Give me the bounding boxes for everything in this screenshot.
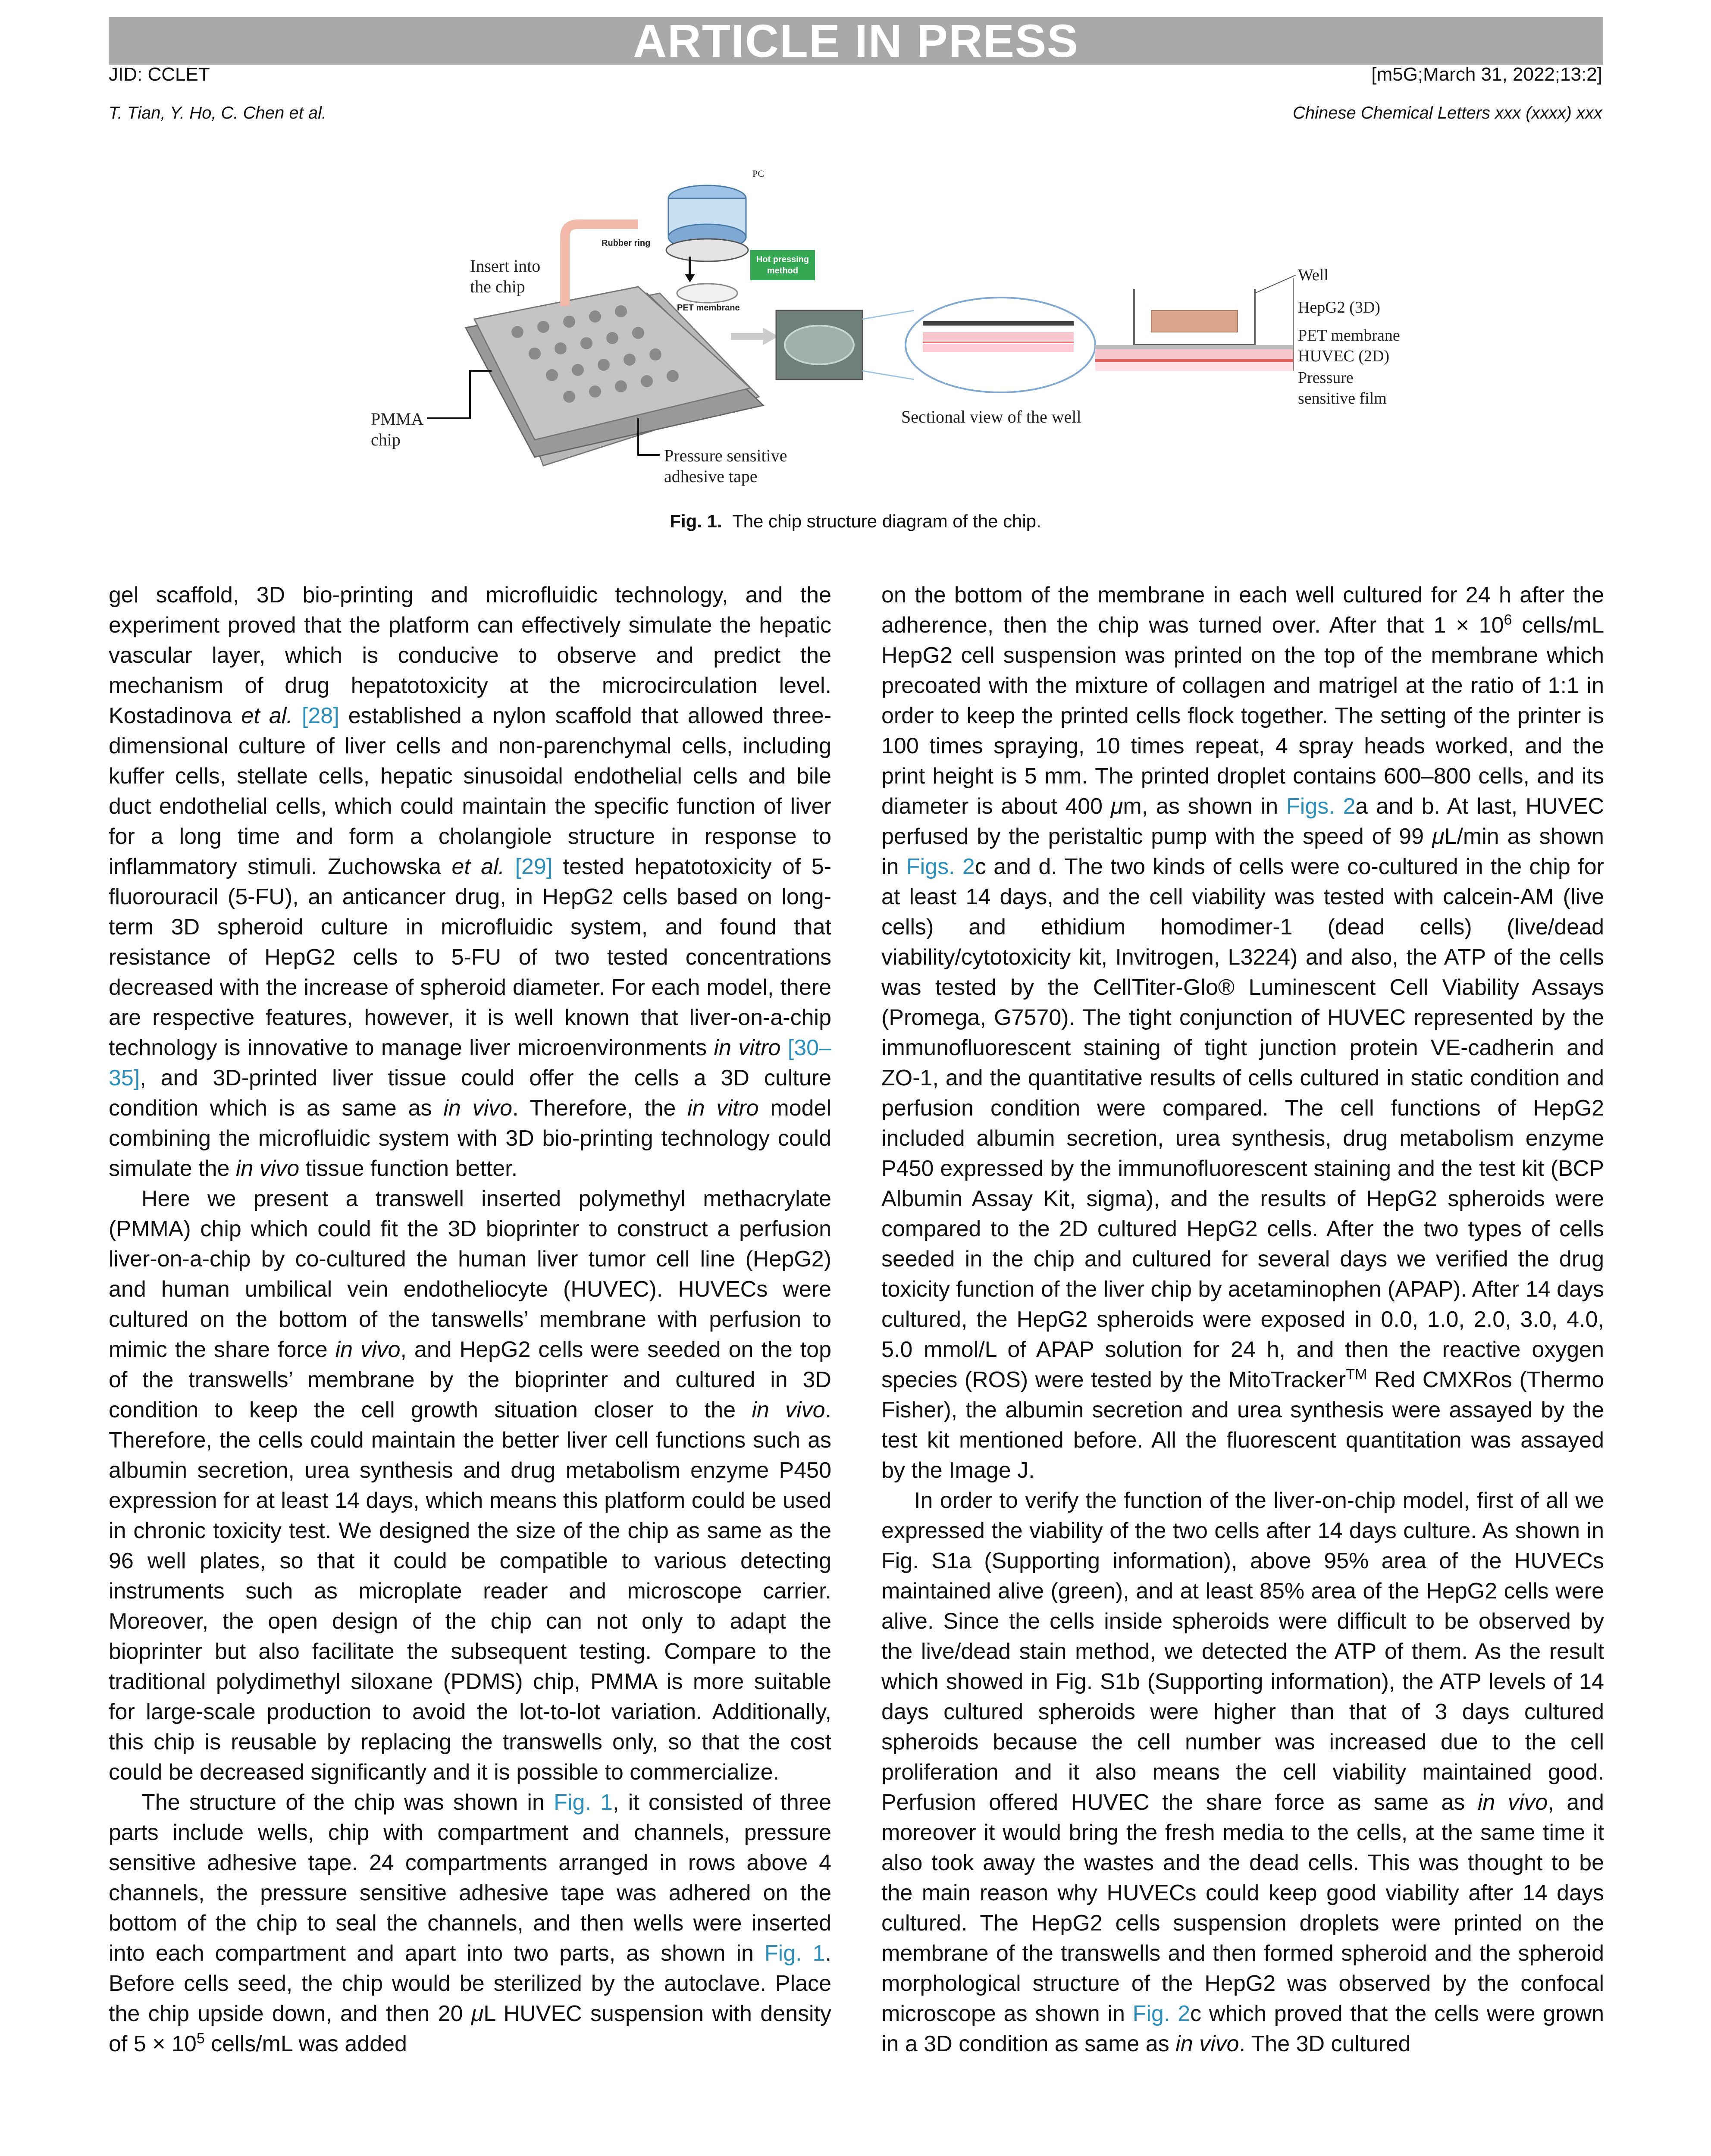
hot-pressing-label-1: Hot pressing [756, 255, 809, 264]
paragraph: gel scaffold, 3D bio-printing and microfluidic technology, and the experiment proved that the platform can effectively simulate the hepatic vascular layer, which is conducive to observe and predict the mechanism of drug hepatotoxicity at the microcirculation level. Kostadinova et al. [28] established a nylon scaffold that allowed three-dimensional culture of liver cells and non-parenchymal cells, including kuffer cells, stellate cells, hepatic sinusoidal endothelial cells and bile duct endothelial cells, which could maintain the specific function of liver for a long time and form a cholangiole structure in response to inflammatory stimuli. Zuchowska et al. [29] tested hepatotoxicity of 5-fluorouracil (5-FU), an anticancer drug, in HepG2 cells based on long-term 3D spheroid culture in microfluidic system, and found that resistance of HepG2 cells to 5-FU of two tested concentrations decreased with the increase of spheroid diameter. For each model, there are respective features, however, it is well known that liver-on-a-chip technology is innovative to manage liver microenvironments in vitro [30–35], and 3D-printed liver tissue could offer the cells a 3D culture condition which is as same as in vivo. Therefore, the in vitro model combining the microfluidic system with 3D bio-printing technology could simulate the in vivo tissue function better. [109, 583, 832, 1181]
pet-membrane-label: PET membrane [677, 303, 740, 313]
figure-link[interactable]: Figs. 2 [1286, 794, 1356, 819]
running-authors: T. Tian, Y. Ho, C. Chen et al. [109, 103, 327, 122]
pet-membrane-disc [677, 284, 737, 303]
pressure-film-layer [1095, 362, 1294, 371]
figure-caption-label: Fig. 1. [670, 511, 722, 531]
tape-label-1: Pressure sensitive [664, 446, 787, 465]
paragraph: The structure of the chip was shown in Fig. 1, it consisted of three parts include wells, chip with compartment and channels, pressure sensitive adhesive tape. 24 compartments arranged in rows above 4 channels, the pressure sensitive adhesive tape was adhered on the bottom of the chip to seal the channels, and then wells were inserted into each compartment and apart into two parts, as shown in Fig. 1. Before cells seed, the chip would be sterilized by the autoclave. Place the chip upside down, and then 20 μL HUVEC suspension with density of $5 \times 10^5$ cells/mL was added [109, 1790, 832, 2056]
pet-label: PET membrane [1298, 326, 1400, 345]
journal-id: JID: CCLET [109, 64, 210, 85]
film-label-2: sensitive film [1298, 389, 1387, 407]
article-in-press-banner: ARTICLE IN PRESS [109, 17, 1603, 65]
figure-link[interactable]: Fig. 2 [1132, 2001, 1191, 2026]
body-column-right [881, 580, 1604, 2059]
huvec-layer [1095, 349, 1294, 359]
pc-label: PC [752, 168, 764, 179]
tape-label-2: adhesive tape [664, 467, 758, 486]
huvec-label: HUVEC (2D) [1298, 347, 1390, 365]
citation-link[interactable]: [30–35] [109, 1035, 831, 1091]
chip-structure-diagram [362, 164, 1400, 500]
figure-link[interactable]: Fig. 1 [554, 1790, 613, 1815]
pmma-label-2: chip [371, 430, 401, 449]
running-journal: Chinese Chemical Letters xxx (xxxx) xxx [1293, 103, 1602, 122]
paragraph: Here we present a transwell inserted polymethyl methacrylate (PMMA) chip which could fit the 3D bioprinter to construct a perfusion liver-on-a-chip by co-cultured the human liver tumor cell line (HepG2) and human umbilical vein endotheliocyte (HUVEC). HUVECs were cultured on the bottom of the tanswells’ membrane with perfusion to mimic the share force in vivo, and HepG2 cells were seeded on the top of the transwells’ membrane by the bioprinter and cultured in 3D condition to keep the cell growth situation closer to the in vivo. Therefore, the cells could maintain the better liver cell functions such as albumin secretion, urea synthesis and drug metabolism enzyme P450 expression for at least 14 days, which means this platform could be used in chronic toxicity test. We designed the size of the chip as same as the 96 well plates, so that it could be compatible to various detecting instruments such as microplate reader and microscope carrier. Moreover, the open design of the chip can not only to adapt the bioprinter but also facilitate the subsequent testing. Compare to the traditional polydimethyl siloxane (PDMS) chip, PMMA is more suitable for large-scale production to avoid the lot-to-lot variation. Additionally, this chip is reusable by replacing the transwells only, so that the cost could be decreased significantly and it is possible to commercialize. [109, 1186, 831, 1785]
rubber-ring-label: Rubber ring [602, 238, 651, 248]
hepg2-label: HepG2 (3D) [1298, 298, 1381, 317]
citation-link[interactable]: [28] [301, 703, 339, 728]
paragraph: on the bottom of the membrane in each well cultured for 24 h after the adherence, then the chip was turned over. After that $1 \times 10^6$ cells/mL HepG2 cell suspension was printed on the top of the membrane which precoated with the mixture of collagen and matrigel at the ratio of 1:1 in order to keep the printed cells flock together. The setting of the printer is 100 times spraying, 10 times repeat, 4 spray heads worked, and the print height is 5 mm. The printed droplet contains 600–800 cells, and its diameter is about 400 μm, as shown in Figs. 2a and b. At last, HUVEC perfused by the peristaltic pump with the speed of 99 μL/min as shown in Figs. 2c and d. The two kinds of cells were co-cultured in the chip for at least 14 days, and the cell viability was tested with calcein-AM (live cells) and ethidium homodimer-1 (dead cells) (live/dead viability/cytotoxicity kit, Invitrogen, L3224) and also, the ATP of the cells was tested by the CellTiter-Glo® Luminescent Cell Viability Assays (Promega, G7570). The tight conjunction of HUVEC represented by the immunofluorescent staining of tight junction protein VE-cadherin and ZO-1, and the quantitative results of cells cultured in static condition and perfusion condition were compared. The cell functions of HepG2 included albumin secretion, urea synthesis, drug metabolism enzyme P450 expressed by the immunofluorescent staining and the test kit (BCP Albumin Assay Kit, sigma), and the results of HepG2 spheroids were compared to the 2D cultured HepG2 cells. After the two types of cells seeded in the chip and cultured for several days we verified the drug toxicity function of the liver chip by acetaminophen (APAP). After 14 days cultured, the HepG2 spheroids were exposed in 0.0, 1.0, 2.0, 3.0, 4.0, 5.0 mmol/L of APAP solution for 24 h, and then the reactive oxygen species (ROS) were tested by the MitoTracker™ Red CMXRos (Thermo Fisher), the albumin secretion and urea synthesis were assayed by the test kit mentioned before. All the fluorescent quantitation was assayed by the Image J. [881, 583, 1604, 1483]
citation-link[interactable]: [29] [515, 854, 553, 879]
hot-pressing-label-2: method [767, 266, 799, 276]
article-meta: [m5G;March 31, 2022;13:2] [1371, 64, 1602, 85]
paragraph: In order to verify the function of the liver-on-chip model, first of all we expressed the viability of the two cells after 14 days culture. As shown in Fig. S1a (Supporting information), above 95% area of the HUVECs maintained alive (green), and at least 85% area of the HepG2 cells were alive. Since the cells inside spheroids were difficult to be observed by the live/dead stain method, we detected the ATP of them. As the result which showed in Fig. S1b (Supporting information), the ATP levels of 14 days cultured spheroids were higher than that of 3 days cultured spheroids because the cell number was increased due to the cell proliferation and it also means the cell viability maintained good. Perfusion offered HUVEC the share force as same as in vivo, and moreover it would bring the fresh media to the cells, at the same time it also took away the wastes and the dead cells. This was thought to be the main reason why HUVECs could keep good viability after 14 days cultured. The HepG2 cells suspension droplets were printed on the membrane of the transwells and then formed spheroid and the spheroid morphological structure of the HepG2 was observed by the confocal microscope as shown in Fig. 2c which proved that the cells were grown in a 3D condition as same as in vivo. The 3D cultured [881, 1488, 1604, 2056]
figure-link[interactable]: Fig. 1 [764, 1941, 825, 1966]
hepg2-layer [1151, 310, 1238, 332]
insert-label-1: Insert into [470, 256, 541, 276]
figure-caption [0, 511, 1711, 532]
sectional-view-label: Sectional view of the well [901, 407, 1081, 426]
figure-1 [362, 164, 1400, 500]
rubber-ring [666, 239, 748, 261]
figure-caption-text: The chip structure diagram of the chip. [732, 511, 1041, 531]
pmma-label-1: PMMA [371, 409, 424, 429]
well-label: Well [1298, 266, 1329, 284]
body-column-left [109, 580, 831, 2059]
film-label-1: Pressure [1298, 369, 1354, 387]
insert-label-2: the chip [470, 277, 525, 296]
figure-link[interactable]: Figs. 2 [906, 854, 975, 879]
